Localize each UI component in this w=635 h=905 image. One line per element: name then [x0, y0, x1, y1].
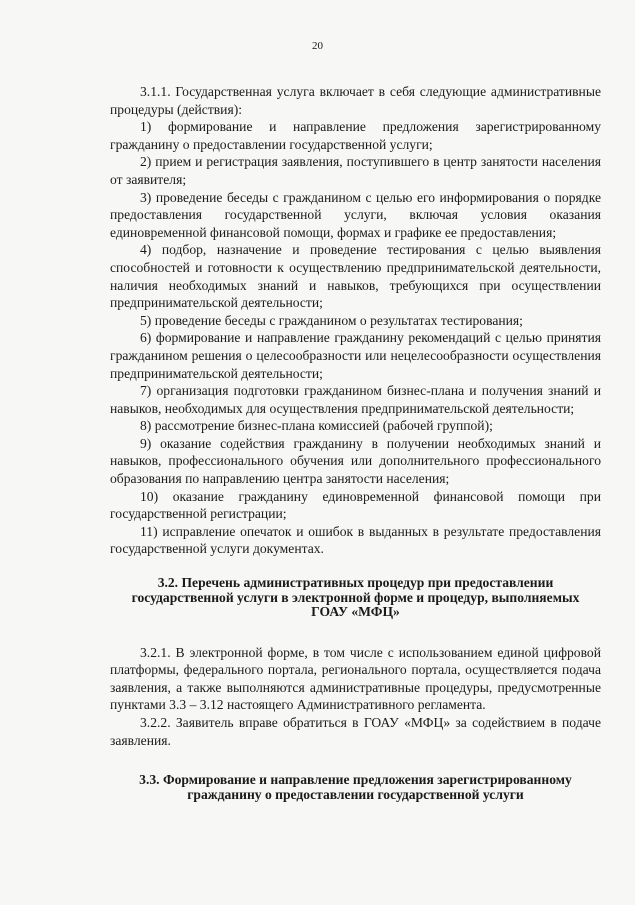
section-3-1-1-intro: 3.1.1. Государственная услуга включает в себя следующие административные процедуры (действия):	[110, 84, 601, 117]
section-3-3-heading: 3.3. Формирование и направление предложения зарегистрированному гражданину о предоставлении государственной услуги	[139, 772, 572, 802]
section-3-2-1-paragraph: 3.2.1. В электронной форме, в том числе с использованием единой цифровой платформы, федерального портала, регионального портала, осуществляется подача заявления, а также выполняются административные процедуры, предусмотренные пунктами 3.3 – 3.12 настоящего Административного регламента.	[110, 644, 601, 713]
list-item: 6) формирование и направление гражданину рекомендаций с целью принятия гражданином решения о целесообразности или нецелесообразности осуществления предпринимательской деятельности;	[110, 330, 601, 381]
list-item: 2) прием и регистрация заявления, поступившего в центр занятости населения от заявителя;	[110, 154, 601, 187]
list-item: 4) подбор, назначение и проведение тестирования с целью выявления способностей и готовности к осуществлению предпринимательской деятельности, наличия необходимых знаний и навыков, требующихся при осуществлении предпринимательской деятельности;	[110, 242, 601, 311]
page-number: 20	[312, 40, 323, 52]
section-3-2-2-paragraph: 3.2.2. Заявитель вправе обратиться в ГОАУ «МФЦ» за содействием в подаче заявления.	[110, 714, 601, 748]
list-item: 10) оказание гражданину единовременной финансовой помощи при государственной регистрации;	[110, 488, 601, 522]
list-item: 3) проведение беседы с гражданином с целью его информирования о порядке предоставления государственной услуги, включая условия оказания единовременной финансовой помощи, формах и графике ее предоставления;	[110, 189, 601, 240]
list-item: 7) организация подготовки гражданином бизнес-плана и получения знаний и навыков, необходимых для осуществления предпринимательской деятельности;	[110, 383, 601, 416]
document-body	[110, 83, 601, 802]
list-item: 11) исправление опечаток и ошибок в выданных в результате предоставления государственной услуги документах.	[110, 523, 601, 557]
section-3-2-heading: 3.2. Перечень административных процедур при предоставлении государственной услуги в электронной форме и процедур, выполняемых ГОАУ «МФЦ»	[131, 575, 580, 620]
list-item: 1) формирование и направление предложения зарегистрированному гражданину о предоставлении государственной услуги;	[110, 119, 601, 152]
list-item: 8) рассмотрение бизнес-плана комиссией (рабочей группой);	[140, 418, 493, 434]
list-item: 9) оказание содействия гражданину в получении необходимых знаний и навыков, профессионального обучения или дополнительного профессионального образования по направлению центра занятости населения;	[110, 435, 601, 487]
list-item: 5) проведение беседы с гражданином о результатах тестирования;	[140, 312, 523, 328]
